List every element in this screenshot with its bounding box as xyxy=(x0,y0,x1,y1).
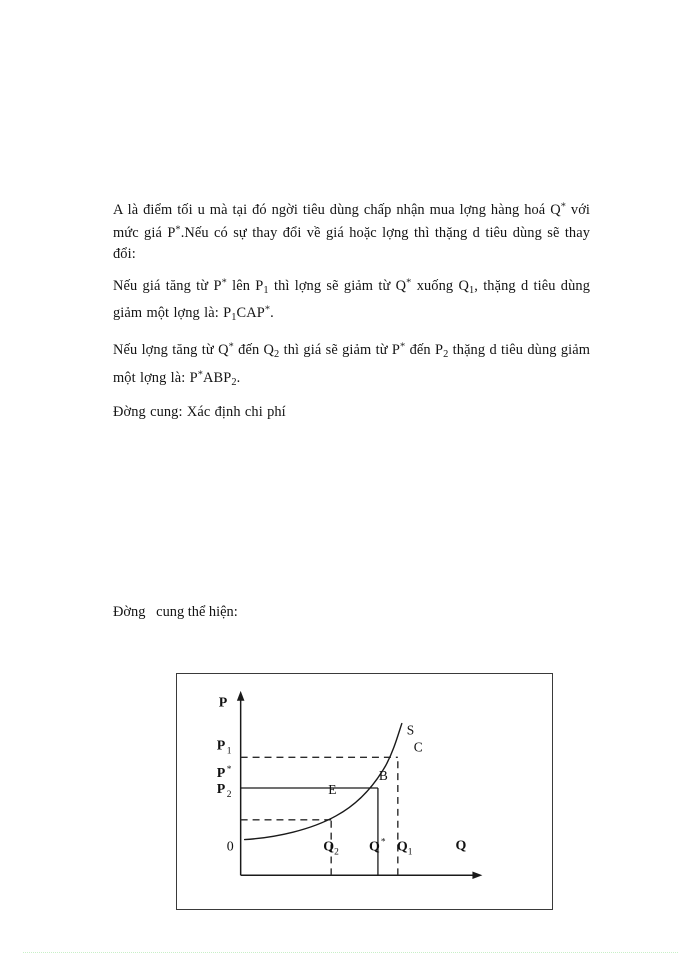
y-tick-pstar-superscript: * xyxy=(226,765,232,776)
y-tick-pstar xyxy=(217,765,232,781)
paragraph-1-text: A là điểm tối u mà tại đó ngời tiêu dùng chấp nhận mua lợng hàng hoá Q* với mức giá P*.Nếu có sự thay đổi về giá hoặc lợng thì thặng d tiêu dùng sẽ thay đổi: xyxy=(113,202,590,262)
point-label-s: S xyxy=(406,722,415,738)
origin-label: 0 xyxy=(226,839,234,855)
paragraph-2 xyxy=(113,273,590,328)
x-tick-q1-label: Q xyxy=(396,839,408,855)
supply-curve-figure xyxy=(176,673,553,910)
y-axis-arrowhead xyxy=(237,691,245,701)
paragraph-3-text: Nếu lợng tăng từ Q* đến $Q_2$ thì giá sẽ giảm từ P* đến $P_2$ thặng d tiêu dùng giảm một lợng là: $P^*ABP_2$. xyxy=(113,341,591,388)
y-tick-p1-subscript: 1 xyxy=(226,746,232,757)
x-tick-qstar xyxy=(369,838,386,855)
paragraph-2-text: Nếu giá tăng từ P* lên $P_1$ thì lợng sẽ giảm từ Q* xuống $Q_1$, thặng d tiêu dùng giảm một lợng là: $P_1CAP^*$. xyxy=(113,277,590,324)
footer-dotted-rule xyxy=(23,952,678,954)
x-tick-q2-label: Q xyxy=(323,839,335,855)
y-tick-p2 xyxy=(217,782,232,800)
x-tick-q1-subscript: 1 xyxy=(407,847,413,858)
y-axis-title: P xyxy=(218,695,228,711)
body-text-block xyxy=(113,198,590,432)
x-tick-q2-subscript: 2 xyxy=(334,847,339,858)
y-tick-p1 xyxy=(217,738,232,756)
y-tick-p2-subscript: 2 xyxy=(226,789,232,800)
point-label-b: B xyxy=(378,768,388,784)
y-tick-p1-label: P xyxy=(216,738,226,754)
paragraph-3 xyxy=(113,338,590,393)
x-axis-title: Q xyxy=(455,838,467,854)
y-tick-p2-label: P xyxy=(216,782,226,797)
x-axis-arrowhead xyxy=(472,872,482,880)
x-tick-q2 xyxy=(323,840,339,858)
point-label-e: E xyxy=(328,781,337,797)
x-tick-q1 xyxy=(397,840,413,858)
paragraph-4 xyxy=(113,402,590,423)
supply-curve-svg xyxy=(177,674,552,909)
x-tick-qstar-label: Q xyxy=(368,839,380,855)
paragraph-4-text: Đờng cung: Xác định chi phí xyxy=(113,404,286,421)
point-label-c: C xyxy=(413,739,423,755)
y-tick-pstar-label: P xyxy=(216,766,226,782)
paragraph-1 xyxy=(113,198,590,264)
figure-caption: Đờng cung thể hiện: xyxy=(113,604,238,620)
x-tick-qstar-superscript: * xyxy=(380,837,386,848)
